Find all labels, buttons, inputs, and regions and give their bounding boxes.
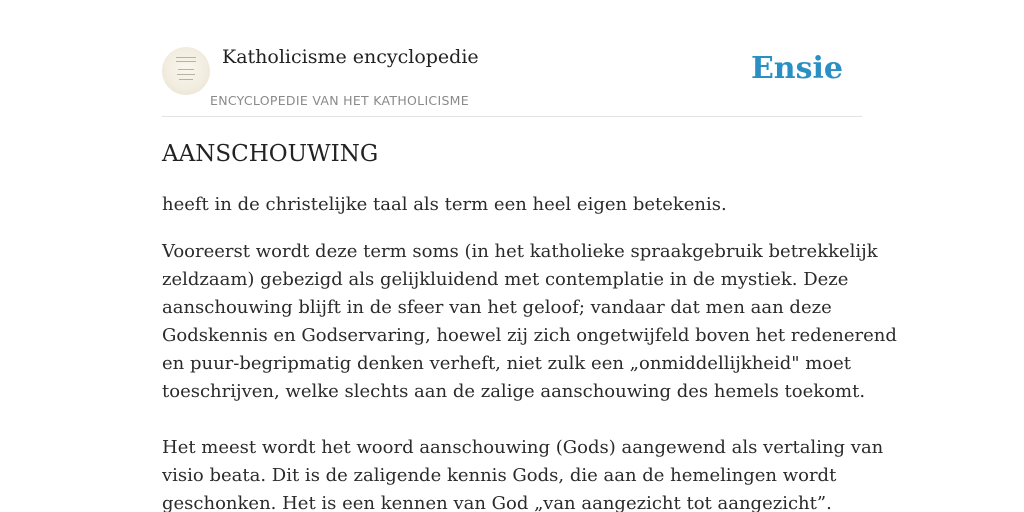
ensie-logo[interactable]: Ensie	[750, 51, 843, 86]
text-line: en puur-begripmatig denken verheft, niet zulk een „onmiddellijkheid" moet	[162, 353, 852, 374]
site-title[interactable]: Katholicisme encyclopedie	[222, 46, 479, 68]
paragraph-gap	[162, 406, 862, 434]
site-subtitle: ENCYCLOPEDIE VAN HET KATHOLICISME	[210, 93, 469, 108]
article-intro: heeft in de christelijke taal als term een heel eigen betekenis.	[162, 194, 727, 215]
article-body	[162, 238, 897, 512]
article	[162, 138, 897, 512]
text-line: aanschouwing blijft in de sfeer van het geloof; vandaar dat men aan deze	[162, 297, 832, 318]
text-line: geschonken. Het is een kennen van God „van aangezicht tot aangezicht”.	[162, 493, 832, 512]
text-line: toeschrijven, welke slechts aan de zalige aanschouwing des hemels toekomt.	[162, 381, 866, 402]
text-line: Vooreerst wordt deze term soms (in het katholieke spraakgebruik betrekkelijk	[162, 241, 878, 262]
text-line: Godskennis en Godservaring, hoewel zij zich ongetwijfeld boven het redenerend	[162, 325, 897, 346]
article-title: AANSCHOUWING	[162, 141, 379, 167]
text-line: Het meest wordt het woord aanschouwing (Gods) aangewend als vertaling van	[162, 437, 884, 458]
site-header	[162, 40, 862, 117]
text-line: zeldzaam) gebezigd als gelijkluidend met contemplatie in de mystiek. Deze	[162, 269, 849, 290]
book-cover-thumbnail[interactable]	[162, 47, 210, 95]
text-line: visio beata. Dit is de zaligende kennis Gods, die aan de hemelingen wordt	[162, 465, 837, 486]
